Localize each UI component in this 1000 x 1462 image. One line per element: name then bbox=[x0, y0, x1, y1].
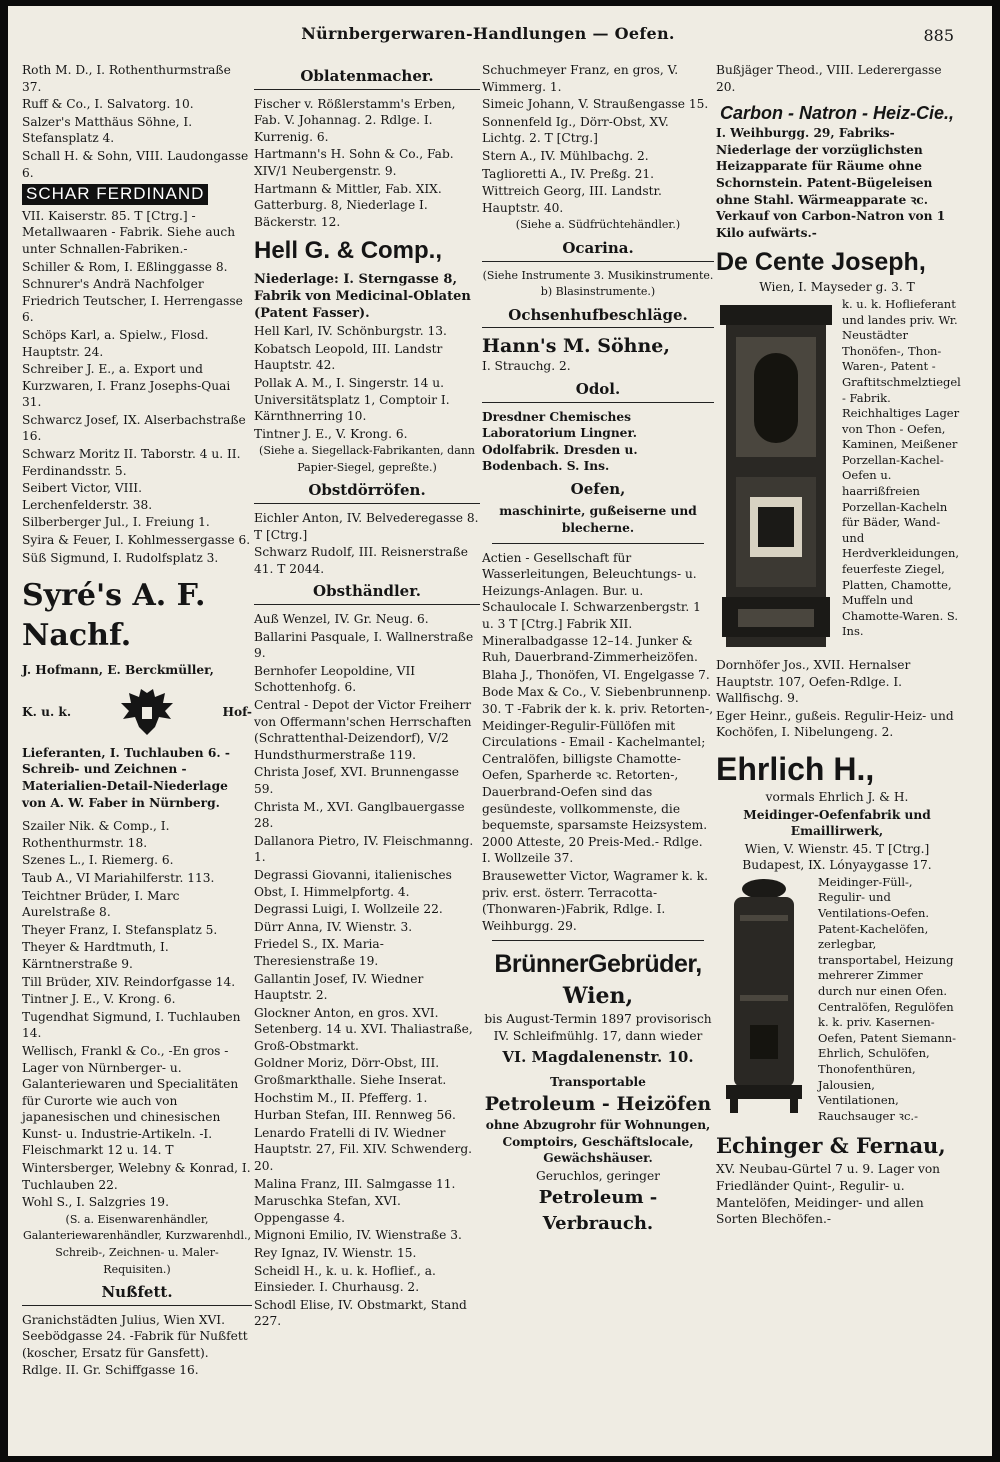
ehrlich-subtitle: vormals Ehrlich J. & H. bbox=[765, 789, 909, 804]
list-item: Wittreich Georg, III. Landstr. Hauptstr. 40. bbox=[482, 184, 662, 215]
list-item: Schnurer's Andrä Nachfolger Friedrich Teutscher, I. Herrengasse 6. bbox=[22, 277, 243, 325]
list-item: Tugendhat Sigmund, I. Tuchlauben 14. bbox=[22, 1009, 241, 1041]
list-item: Hurban Stefan, III. Rennweg 56. bbox=[254, 1108, 456, 1123]
list-item: Salzer's Matthäus Söhne, I. Stefansplatz 4. bbox=[22, 114, 193, 146]
tile-stove-illustration bbox=[716, 297, 836, 657]
list-item: Actien - Gesellschaft für Wasserleitungen, Beleuchtungs- u. Heizungs-Anlagen. Bur. u. Schaulocale I. Schwarzenbergstr. 1 u. 3 T [Ctrg.] Fabrik XII. Mineralbadgasse 12–14. Junker & Ruh, Dauerbrand-Zimmerheizöfen. bbox=[482, 550, 701, 665]
echinger-ad-text: XV. Neubau-Gürtel 7 u. 9. Lager von Friedländer Quint-, Regulir- u. Mantelöfen, Meidinger- und allen Sorten Blechöfen.- bbox=[716, 1162, 941, 1227]
bruenner-city: Wien, bbox=[562, 983, 634, 1010]
list-item: Ruff & Co., I. Salvatorg. 10. bbox=[22, 97, 194, 112]
ehrlich-factory: Meidinger-Oefenfabrik und Emaillirwerk, bbox=[743, 807, 931, 839]
list-item: Glockner Anton, en gros. XVI. Setenberg. 14 u. XVI. Thaliastraße, Groß-Obstmarkt. bbox=[254, 1005, 473, 1053]
see-also-note: (Siehe Instrumente 3. Musikinstrumente. b) Blasinstrumente.) bbox=[482, 268, 714, 299]
list-item: Silberberger Jul., I. Freiung 1. bbox=[22, 515, 210, 530]
list-item: Wohl S., I. Salzgries 19. bbox=[22, 1195, 169, 1210]
list-item: Schall H. & Sohn, VIII. Laudongasse 6. bbox=[22, 148, 249, 180]
list-item: Hartmann's H. Sohn & Co., Fab. XIV/1 Neubergenstr. 9. bbox=[254, 147, 454, 178]
list-item: Mignoni Emilio, IV. Wienstraße 3. bbox=[254, 1228, 462, 1243]
bruenner-geruchlos: Geruchlos, geringer bbox=[536, 1168, 660, 1183]
directory-page bbox=[8, 6, 992, 1456]
list-item: Fischer v. Rößlerstamm's Erben, Fab. V. Johannag. 2. Rdlge. I. Kurrenig. 6. bbox=[254, 96, 456, 144]
list-item: Goldner Moriz, Dörr-Obst, III. Großmarkthalle. Siehe Inserat. bbox=[254, 1056, 447, 1088]
double-eagle-icon bbox=[119, 687, 175, 737]
list-item: Teichtner Brüder, I. Marc Aurelstraße 8. bbox=[22, 888, 180, 920]
list-item: Lenardo Fratelli di IV. Wiedner Hauptstr. 27, Fil. XIV. Schwenderg. 20. bbox=[254, 1125, 473, 1174]
kuk-label: K. u. k. bbox=[22, 704, 72, 719]
bruenner-heizoefen: Petroleum - Heizöfen bbox=[484, 1093, 712, 1116]
ehrlich-ad-title: Ehrlich H., bbox=[716, 750, 875, 787]
echinger-ad-title: Echinger & Fernau, bbox=[716, 1133, 946, 1159]
list-item: Kobatsch Leopold, III. Landstr Hauptstr. 42. bbox=[254, 341, 443, 373]
list-item: Schwarz Rudolf, III. Reisnerstraße 41. T 2044. bbox=[254, 545, 468, 576]
list-item: Schwarz Moritz II. Taborstr. 4 u. II. Ferdinandsstr. 5. bbox=[22, 447, 241, 478]
list-item: Taub A., VI Mariahilferstr. 113. bbox=[22, 870, 215, 885]
decente-address: Wien, I. Mayseder g. 3. T bbox=[759, 280, 915, 295]
list-item: Hell Karl, IV. Schönburgstr. 13. bbox=[254, 324, 447, 339]
list-item: Schwarcz Josef, IX. Alserbachstraße 16. bbox=[22, 412, 246, 444]
list-item: Christa M., XVI. Ganglbauergasse 28. bbox=[254, 799, 465, 831]
list-item: VII. Kaiserstr. 85. T [Ctrg.] -Metallwaaren - Fabrik. Siehe auch unter Schnallen-Fabriken.- bbox=[22, 208, 236, 256]
list-item: Scheidl H., k. u. k. Hoflief., a. Einsieder. I. Churhausg. 2. bbox=[254, 1263, 436, 1295]
carbon-ad-title: Carbon - Natron - Heiz-Cie., bbox=[719, 103, 954, 124]
list-item: Dornhöfer Jos., XVII. Hernalser Hauptstr. 107, Oefen-Rdlge. I. Wallfischg. 9. bbox=[716, 657, 911, 706]
hanns-address: I. Strauchg. 2. bbox=[482, 359, 571, 374]
list-item: Hartmann & Mittler, Fab. XIX. Gatterburg. 8, Niederlage I. Bäckerstr. 12. bbox=[254, 181, 442, 229]
list-item: Simeic Johann, V. Straußengasse 15. bbox=[482, 97, 709, 112]
list-item: Seibert Victor, VIII. Lerchenfelderstr. 38. bbox=[22, 481, 153, 512]
hell-ad-title: Hell G. & Comp., bbox=[254, 237, 443, 265]
list-item: Schuchmeyer Franz, en gros, V. Wimmerg. 1. bbox=[482, 63, 679, 94]
list-item: Theyer & Hardtmuth, I. Kärntnerstraße 9. bbox=[22, 940, 169, 971]
page-number: 885 bbox=[923, 26, 954, 45]
decente-ad-text: k. u. k. Hoflieferant und landes priv. Wr. Neustädter Thonöfen-, Thon-Waren-, Patent - Graftitschmelztiegel - Fabrik. Reichhaltiges Lager von Thon - Oefen, Kaminen, Meißener Porzellan-Kachel-Oefen u. haarrißfreien Porzellan-Kacheln für Bäder, Wand- und Herdverkleidungen, feuerfeste Ziegel, Platten, Chamotte, Muffeln und Chamotte-Waren. S. Ins. bbox=[842, 296, 961, 639]
list-item: Ballarini Pasquale, I. Wallnerstraße 9. bbox=[254, 629, 474, 661]
bruenner-verbrauch: Petroleum - Verbrauch. bbox=[538, 1187, 658, 1235]
list-item: Bußjäger Theod., VIII. Lederergasse 20. bbox=[716, 63, 942, 94]
list-item: Schiller & Rom, I. Eßlinggasse 8. bbox=[22, 259, 228, 274]
list-item: Brausewetter Victor, Wagramer k. k. priv. erst. österr. Terracotta-(Thonwaren-)Fabrik, Rdlge. I. Weihburgg. 29. bbox=[482, 868, 708, 933]
list-item: Maruschka Stefan, XVI. Oppengasse 4. bbox=[254, 1194, 401, 1225]
hanns-ad-title: Hann's M. Söhne, bbox=[482, 335, 671, 358]
list-item: Wellisch, Frankl & Co., -En gros - Lager von Nürnberger- u. Galanteriewaren und Specialitäten für Curorte wie auch von japanesischen und chinesischen Kunst- u. Industrie-Artikeln. -I. Fleischmarkt 12 u. 14. T bbox=[22, 1043, 239, 1158]
bruenner-address-2: VI. Magdalenenstr. 10. bbox=[502, 1047, 694, 1066]
see-also-note: (Siehe a. Siegellack-Fabrikanten, dann Papier-Siegel, gepreßte.) bbox=[259, 444, 475, 474]
bruenner-transportable: Transportable bbox=[550, 1074, 646, 1089]
section-heading-ochsenhufbeschlaege: Ochsenhufbeschläge. bbox=[482, 307, 714, 329]
column-1 bbox=[22, 62, 252, 1379]
list-item: Theyer Franz, I. Stefansplatz 5. bbox=[22, 922, 218, 937]
list-item: Eichler Anton, IV. Belvederegasse 8. T [Ctrg.] bbox=[254, 511, 479, 542]
list-item: Degrassi Giovanni, italienisches Obst, I. Himmelpfortg. 4. bbox=[254, 867, 452, 899]
list-item: Tintner J. E., V. Krong. 6. bbox=[254, 426, 408, 441]
list-item: Central - Depot der Victor Freiherr von Offermann'schen Herrschaften (Schrattenthal-Deizendorf), V/2 Hundsthurmerstraße 119. bbox=[254, 698, 472, 762]
list-item: Bode Max & Co., V. Siebenbrunnenp. 30. T -Fabrik der k. k. priv. Retorten-, Meidinger-Regulir-Füllöfen mit Circulations - Email - Kachelmantel; Centralöfen, billigste Chamotte-Oefen, Sparherde ꝛc. Retorten-, Dauerbrand-Oefen sind das gesündeste, vollkommenste, die bequemste, sparsamste Heizsystem. 2000 Atteste, 20 Preis-Med.- Rdlge. I. Wollzeile 37. bbox=[482, 685, 714, 866]
list-item: Schreiber J. E., a. Export und Kurzwaren, I. Franz Josephs-Quai 31. bbox=[22, 362, 231, 410]
ehrlich-address: Wien, V. Wienstr. 45. T [Ctrg.] Budapest, IX. Lónyaygasse 17. bbox=[742, 841, 932, 873]
list-item: Szenes L., I. Riemerg. 6. bbox=[22, 853, 174, 868]
oefen-subheading: maschinirte, gußeiserne und blecherne. bbox=[499, 504, 697, 536]
ehrlich-ad-body bbox=[716, 875, 958, 1126]
section-heading-obsthaendler: Obsthändler. bbox=[254, 583, 480, 605]
list-item: Sonnenfeld Ig., Dörr-Obst, XV. Lichtg. 2. T [Ctrg.] bbox=[482, 114, 669, 146]
list-item: Till Brüder, XIV. Reindorfgasse 14. bbox=[22, 974, 236, 989]
syre-ad-title: Syré's A. F. Nachf. bbox=[22, 578, 206, 654]
column-2 bbox=[254, 62, 480, 1331]
list-item: Eger Heinr., gußeis. Regulir-Heiz- und Kochöfen, I. Nibelungeng. 2. bbox=[716, 708, 954, 740]
hell-ad-text: Niederlage: I. Sterngasse 8, Fabrik von Medicinal-Oblaten (Patent Fasser). bbox=[254, 272, 471, 321]
list-item: Dürr Anna, IV. Wienstr. 3. bbox=[254, 919, 413, 934]
see-also-note: (S. a. Eisenwarenhändler, Galanteriewarenhändler, Kurzwarenhdl., Schreib-, Zeichnen- u. Maler-Requisiten.) bbox=[23, 1212, 251, 1276]
list-item: Taglioretti A., IV. Preßg. 21. bbox=[482, 166, 654, 181]
list-item: Wintersberger, Welebny & Konrad, I. Tuchlauben 22. bbox=[22, 1161, 251, 1192]
column-4 bbox=[716, 62, 961, 1229]
decente-ad-title: De Cente Joseph, bbox=[716, 248, 926, 277]
section-heading-oefen: Oefen, bbox=[570, 479, 626, 498]
list-item: Christa Josef, XVI. Brunnengasse 59. bbox=[254, 765, 459, 796]
bruenner-ad-title: BrünnerGebrüder, bbox=[494, 950, 702, 979]
list-item: Gallantin Josef, IV. Wiedner Hauptstr. 2. bbox=[254, 971, 424, 1003]
list-item: Dallanora Pietro, IV. Fleischmanng. 1. bbox=[254, 833, 474, 865]
syre-ad-text: Lieferanten, I. Tuchlauben 6. -Schreib- und Zeichnen - Materialien-Detail-Niederlage von A. W. Faber in Nürnberg. bbox=[22, 745, 230, 810]
bruenner-address: bis August-Termin 1897 provisorisch IV. Schleifmühlg. 17, dann wieder bbox=[484, 1012, 712, 1043]
see-also-note: (Siehe a. Südfrüchtehändler.) bbox=[515, 218, 681, 232]
bruenner-ad-text: ohne Abzugrohr für Wohnungen, Comptoirs, Geschäftslocale, Gewächshäuser. bbox=[485, 1118, 711, 1166]
section-heading-ocarina: Ocarina. bbox=[482, 240, 714, 262]
column-3 bbox=[482, 62, 714, 1237]
list-item: Bernhofer Leopoldine, VII Schottenhofg. 6. bbox=[254, 663, 416, 695]
meidinger-stove-illustration bbox=[716, 875, 812, 1126]
list-item: Malina Franz, III. Salmgasse 11. bbox=[254, 1176, 456, 1191]
list-item: Hochstim M., II. Pfefferg. 1. bbox=[254, 1090, 428, 1105]
list-item: Friedel S., IX. Maria-Theresienstraße 19. bbox=[254, 937, 384, 968]
section-heading-oblatenmacher: Oblatenmacher. bbox=[254, 68, 480, 90]
list-item: Pollak A. M., I. Singerstr. 14 u. Universitätsplatz 1, Comptoir I. Kärnthnerring 10. bbox=[254, 375, 450, 424]
list-item: Szailer Nik. & Comp., I. Rothenthurmstr. 18. bbox=[22, 819, 170, 850]
syre-kuk-row bbox=[22, 687, 252, 737]
syre-owners: J. Hofmann, E. Berckmüller, bbox=[22, 663, 214, 678]
list-item: Tintner J. E., V. Krong. 6. bbox=[22, 992, 176, 1007]
page-header-title: Nürnbergerwaren-Handlungen — Oefen. bbox=[301, 24, 675, 43]
list-item: Roth M. D., I. Rothenthurmstraße 37. bbox=[22, 63, 231, 94]
list-item: Syira & Feuer, I. Kohlmessergasse 6. bbox=[22, 533, 251, 548]
list-item: Schöps Karl, a. Spielw., Flosd. Hauptstr. 24. bbox=[22, 327, 209, 359]
list-item: Blaha J., Thonöfen, VI. Engelgasse 7. bbox=[482, 667, 710, 682]
section-heading-nussfett: Nußfett. bbox=[22, 1284, 252, 1306]
list-item: Süß Sigmund, I. Rudolfsplatz 3. bbox=[22, 550, 219, 565]
schar-ferdinand-banner: SCHAR FERDINAND bbox=[22, 184, 208, 205]
ehrlich-ad-text: Meidinger-Füll-, Regulir- und Ventilations-Oefen. Patent-Kachelöfen, zerlegbar, transportabel, Heizung mehrerer Zimmer durch nur einen Ofen. Centralöfen, Regulöfen k. k. priv. Kasernen-Oefen, Patent Siemann-Ehrlich, Schulöfen, Thonofenthüren, Jalousien, Ventilationen, Rauchsauger ꝛc.- bbox=[818, 874, 957, 1123]
hof-label: Hof- bbox=[222, 704, 252, 719]
decente-ad-body bbox=[716, 296, 961, 657]
list-item: Granichstädten Julius, Wien XVI. Seebödgasse 24. -Fabrik für Nußfett (koscher, Ersatz für Gansfett). Rdlge. II. Gr. Schiffgasse 16. bbox=[22, 1312, 248, 1377]
list-item: Degrassi Luigi, I. Wollzeile 22. bbox=[254, 902, 443, 917]
section-heading-odol: Odol. bbox=[482, 381, 714, 403]
carbon-ad-text: I. Weihburgg. 29, Fabriks-Niederlage der vorzüglichsten Heizapparate für Räume ohne Schornstein. Patent-Bügeleisen ohne Stahl. Wärmeapparate ꝛc. Verkauf von Carbon-Natron von 1 Kilo aufwärts.- bbox=[716, 126, 946, 240]
list-item: Auß Wenzel, IV. Gr. Neug. 6. bbox=[254, 612, 429, 627]
odol-ad-text: Dresdner Chemisches Laboratorium Lingner. Odolfabrik. Dresden u. Bodenbach. S. Ins. bbox=[482, 409, 638, 474]
section-heading-obstdoerroefen: Obstdörröfen. bbox=[254, 482, 480, 504]
list-item: Rey Ignaz, IV. Wienstr. 15. bbox=[254, 1246, 417, 1260]
list-item: Stern A., IV. Mühlbachg. 2. bbox=[482, 148, 649, 163]
list-item: Schodl Elise, IV. Obstmarkt, Stand 227. bbox=[254, 1297, 467, 1329]
